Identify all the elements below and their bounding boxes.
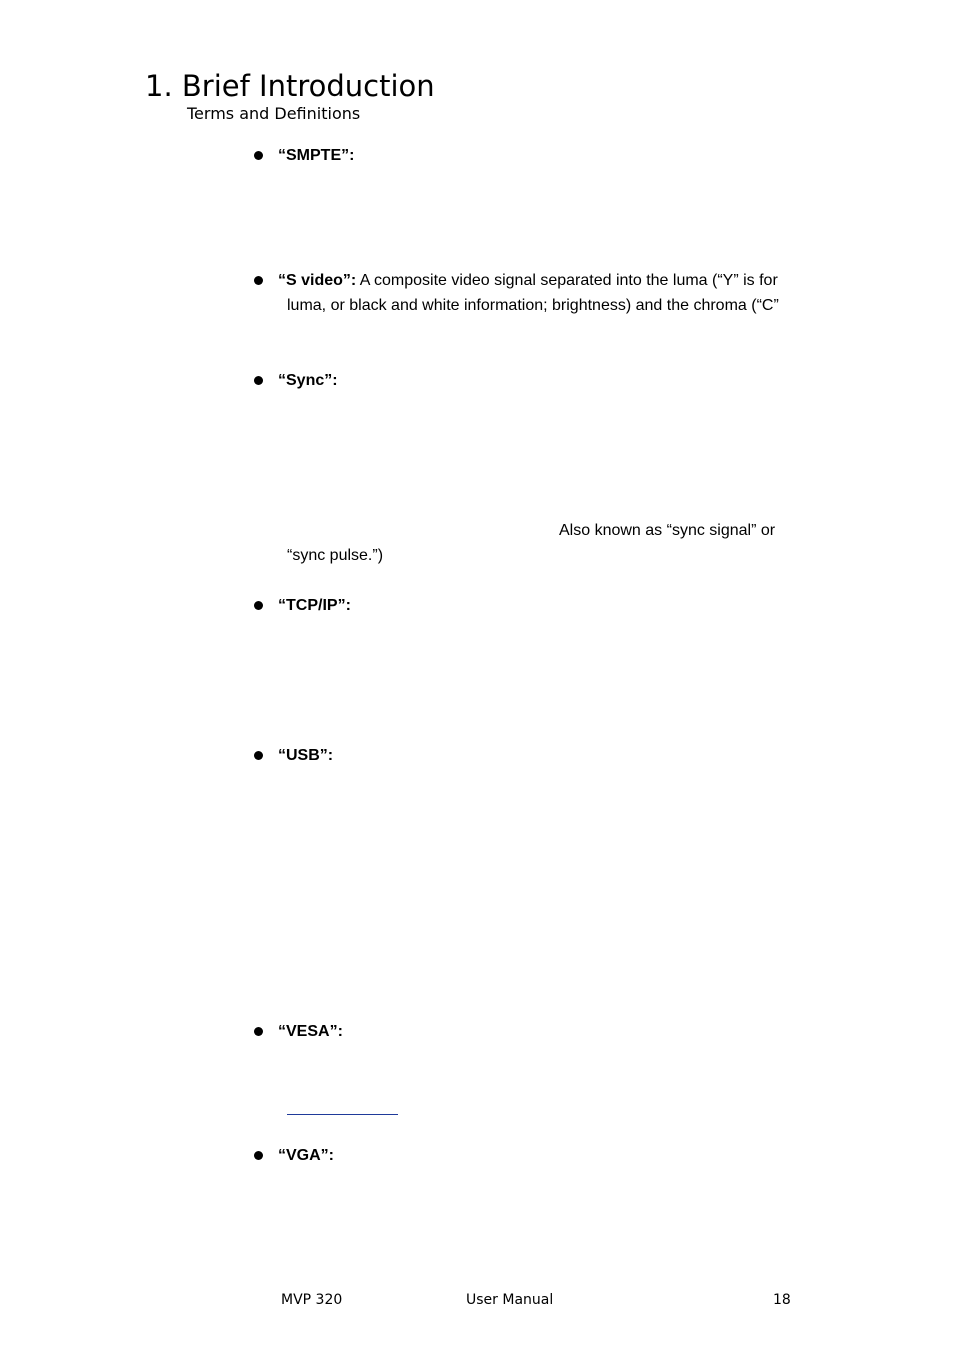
- bullet-svideo: [254, 276, 263, 285]
- term-sync-line-a: Also known as “sync signal” or: [559, 522, 776, 539]
- term-vesa: [278, 1022, 343, 1042]
- term-svideo-text: A composite video signal separated into the luma (“Y” is for: [356, 272, 778, 289]
- term-sync: [278, 371, 338, 391]
- term-tcpip-label: “TCP/IP”:: [278, 597, 351, 614]
- term-svideo-line2: luma, or black and white information; brightness) and the chroma (“C”: [287, 297, 779, 314]
- term-vga-label: “VGA”:: [278, 1147, 334, 1164]
- footer-page-number: 18: [773, 1292, 791, 1308]
- term-smpte: [278, 146, 354, 166]
- term-smpte-label: “SMPTE”:: [278, 147, 355, 164]
- term-svideo-label: “S video”:: [278, 272, 357, 289]
- term-sync-line-b: “sync pulse.”): [287, 547, 384, 564]
- link-underline: [287, 1114, 398, 1115]
- bullet-vga: [254, 1151, 263, 1160]
- term-vga: [278, 1146, 334, 1166]
- bullet-smpte: [254, 151, 263, 160]
- term-sync-label: “Sync”:: [278, 372, 338, 389]
- term-tcpip: [278, 596, 351, 616]
- page-heading: 1. Brief Introduction: [145, 69, 435, 103]
- bullet-tcpip: [254, 601, 263, 610]
- term-usb: [278, 746, 333, 766]
- term-vesa-label: “VESA”:: [278, 1023, 343, 1040]
- bullet-vesa: [254, 1027, 263, 1036]
- section-subheading: Terms and Definitions: [187, 104, 361, 123]
- bullet-sync: [254, 376, 263, 385]
- term-svideo-line1: [278, 271, 778, 291]
- term-usb-label: “USB”:: [278, 747, 334, 764]
- footer-doc-title: User Manual: [466, 1292, 554, 1308]
- bullet-usb: [254, 751, 263, 760]
- footer-product: MVP 320: [281, 1292, 343, 1308]
